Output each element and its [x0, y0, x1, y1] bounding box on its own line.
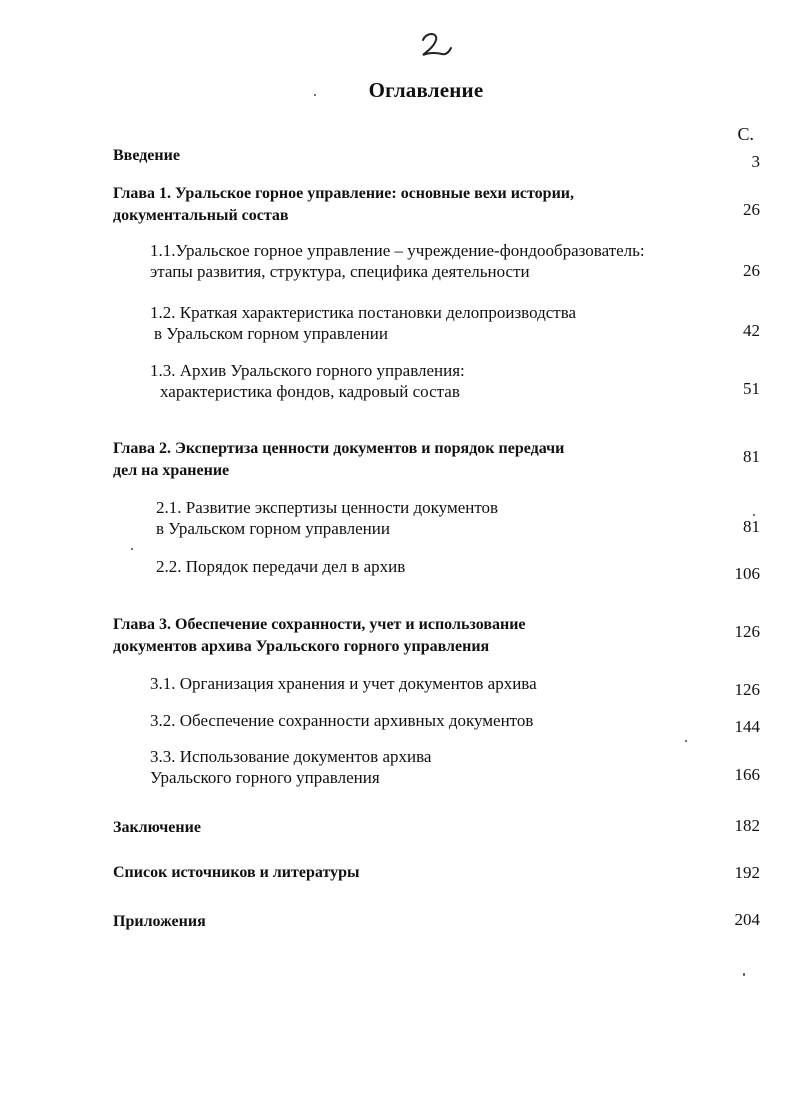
toc-s2-1-line2: в Уральском горном управлении — [156, 519, 390, 538]
handwritten-page-number — [418, 30, 454, 60]
toc-s3-2-page: 144 — [734, 717, 760, 736]
toc-ch2-title-line1: Глава 2. Экспертиза ценности документов и порядок передачи — [113, 440, 565, 457]
toc-conclusion-title: Заключение — [113, 819, 201, 836]
toc-sources-page: 192 — [734, 863, 760, 882]
toc-intro-title: Введение — [113, 147, 180, 164]
toc-ch3-title-line1: Глава 3. Обеспечение сохранности, учет и использование — [113, 616, 526, 633]
toc-s1-3-line2: характеристика фондов, кадровый состав — [160, 382, 460, 401]
scan-speck — [131, 548, 133, 550]
toc-s1-1-line2: этапы развития, структура, специфика деятельности — [150, 262, 530, 281]
toc-s3-3-line2: Уральского горного управления — [150, 768, 380, 787]
toc-s3-3-page: 166 — [734, 765, 760, 784]
toc-s2-1-page: 81 — [743, 517, 760, 536]
toc-s2-1-line1: 2.1. Развитие экспертизы ценности документов — [156, 498, 499, 517]
scan-speck — [743, 973, 745, 976]
toc-s1-1-line1: 1.1.Уральское горное управление – учреждение-фондообразователь: — [150, 241, 645, 260]
toc-s1-2-line2: в Уральском горном управлении — [154, 324, 388, 343]
toc-appendix-title: Приложения — [113, 913, 206, 930]
toc-s1-2-line1: 1.2. Краткая характеристика постановки делопроизводства — [150, 303, 577, 322]
toc-ch2-page: 81 — [743, 447, 760, 466]
scan-speck — [685, 740, 687, 742]
page-column-label: С. — [737, 124, 754, 144]
page-title: Оглавление — [368, 78, 484, 102]
toc-s1-2-page: 42 — [743, 321, 760, 340]
toc-ch1-page: 26 — [743, 200, 760, 219]
toc-s1-3-page: 51 — [743, 379, 760, 398]
toc-s3-1-line1: 3.1. Организация хранения и учет документов архива — [150, 674, 537, 693]
toc-sources-title: Список источников и литературы — [113, 864, 360, 881]
toc-s3-1-page: 126 — [734, 680, 760, 699]
toc-s3-3-line1: 3.3. Использование документов архива — [150, 747, 432, 766]
toc-s2-2-line1: 2.2. Порядок передачи дел в архив — [156, 557, 406, 576]
toc-ch2-title-line2: дел на хранение — [113, 462, 230, 479]
toc-s2-2-page: 106 — [734, 564, 760, 583]
toc-s1-3-line1: 1.3. Архив Уральского горного управления: — [150, 361, 465, 380]
toc-conclusion-page: 182 — [734, 816, 760, 835]
toc-s1-1-page: 26 — [743, 261, 760, 280]
toc-ch1-title-line2: документальный состав — [113, 207, 289, 224]
toc-intro-page: 3 — [751, 152, 760, 171]
scan-speck — [314, 94, 316, 96]
toc-ch3-title-line2: документов архива Уральского горного управления — [113, 638, 490, 655]
scan-speck — [753, 514, 755, 516]
toc-ch3-page: 126 — [734, 622, 760, 641]
toc-ch1-title-line1: Глава 1. Уральское горное управление: основные вехи истории, — [113, 185, 575, 202]
toc-s3-2-line1: 3.2. Обеспечение сохранности архивных документов — [150, 711, 534, 730]
toc-appendix-page: 204 — [734, 910, 760, 929]
